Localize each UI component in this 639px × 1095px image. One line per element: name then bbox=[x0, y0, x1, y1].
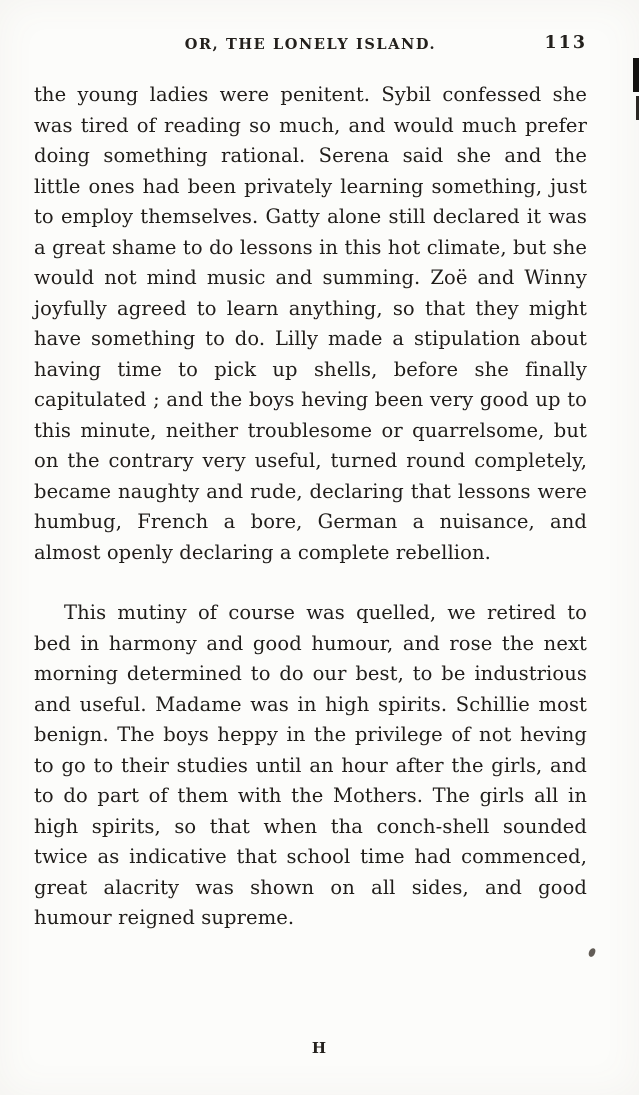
scan-edge-artifact bbox=[633, 58, 639, 92]
running-title: OR, THE LONELY ISLAND. bbox=[184, 36, 437, 53]
page-number: 113 bbox=[544, 33, 587, 53]
paragraph: This mutiny of course was quelled, we retired to bed in harmony and good humour, and rose the next morning determined to do our best, to be industrious and useful. Madame was in high spirits. Schillie most benign. The boys heppy in the privilege of not heving to go to their studies until an hour after the girls, and to do part of them with the Mothers. The girls all in high spirits, so that when tha conch-shell sounded twice as indicative that school time had commenced, great alacrity was shown on all sides, and good humour reigned supreme. bbox=[34, 601, 587, 929]
page-body bbox=[34, 80, 587, 934]
signature-mark: H bbox=[311, 1039, 328, 1057]
paragraph-continuation: the young ladies were penitent. Sybil confessed she was tired of reading so much, and would much prefer doing something rational. Serena said she and the little ones had been privately learning something, just to employ themselves. Gatty alone still declared it was a great shame to do lessons in this hot climate, but she would not mind music and summing. Zoë and Winny joyfully agreed to learn anything, so that they might have something to do. Lilly made a stipulation about having time to pick up shells, before she finally capitulated ; and the boys heving been very good up to this minute, neither troublesome or quarrelsome, but on the contrary very useful, turned round completely, became naughty and rude, declaring that lessons were humbug, French a bore, German a nuisance, and almost openly declaring a complete rebellion. bbox=[34, 83, 587, 564]
page-header bbox=[34, 33, 587, 60]
ink-smudge bbox=[588, 947, 596, 957]
